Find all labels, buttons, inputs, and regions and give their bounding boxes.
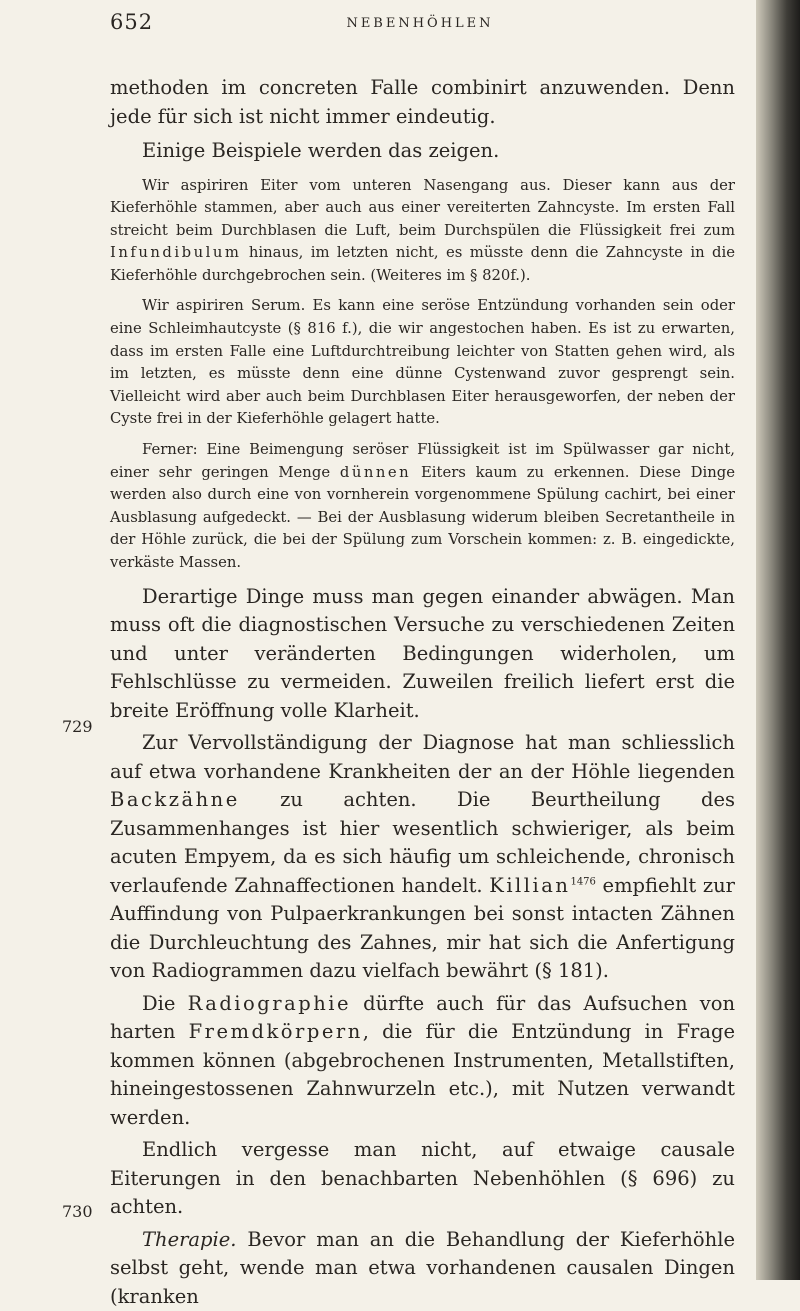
- text-run: hinaus, im letzten nicht, es müsste denn die Zahncyste in die Kieferhöhle durchgebrochen sein. (Weiteres im § 820f.).: [110, 244, 735, 284]
- emphasis-infundibulum: Infundibulum: [110, 244, 242, 262]
- paragraph-therapie: [110, 1226, 735, 1311]
- margin-number-729: 729: [62, 717, 93, 736]
- text-run: Wir aspiriren Eiter vom unteren Nasengang aus. Dieser kann aus der Kieferhöhle stammen, aber auch aus einer vereiterten Zahncyste. Im ersten Fall streicht beim Durchblasen die Luft, beim Durchspülen die Flüssigkeit frei zum: [110, 176, 735, 239]
- text-run: dürfte auch für das Aufsuchen von harten: [110, 991, 736, 1044]
- text-run: zu achten. Die Beurtheilung des Zusammenhanges ist hier wesentlich schwieriger, als beim acuten Empyem, da es sich häufig um schleichende, chronisch verlaufende Zahnaffectionen handelt.: [110, 788, 735, 897]
- text-run: empfiehlt zur Auffindung von Pulpaerkrankungen bei sonst intacten Zähnen die Durchleuchtung des Zahnes, mir hat sich die Anfertigung von Radiogrammen dazu vielfach bewährt (§ 181).: [110, 873, 735, 983]
- paragraph-section-729: [110, 729, 735, 986]
- text-run: Eiters kaum zu erkennen. Diese Dinge werden also durch eine von vornherein vorgenommene Spülung cachirt, bei einer Ausblasung aufgedeckt. — Bei der Ausblasung widerum bleiben Secretantheile in der Höhle zurück, die bei der Spülung zum Vorschein kommen: z. B. eingedickte, verkäste Massen.: [110, 463, 736, 571]
- emphasis-fremdkoerpern: Fremdkörpern: [188, 1020, 363, 1044]
- emphasis-radiographie: Radiographie: [187, 991, 352, 1015]
- text-run: Die: [142, 991, 188, 1015]
- emphasis-backzaehne: Backzähne: [110, 788, 240, 812]
- text-run: Bevor man an die Behandlung der Kieferhöhle selbst geht, wende man etwa vorhandenen causalen Dingen (kranken: [110, 1227, 735, 1308]
- paragraph-radiographie: [110, 990, 735, 1133]
- paragraph-pus-aspiration: [110, 175, 735, 288]
- emphasis-duennen: dünnen: [339, 463, 412, 481]
- paragraph-serum-aspiration: Wir aspiriren Serum. Es kann eine seröse Entzündung vorhanden sein oder eine Schleimhautcyste (§ 816 f.), die wir angestochen haben. Es ist zu erwarten, dass im ersten Falle eine Luftdurchtreibung leichter von Statten gehen wird, als im letzten, es müsste denn eine dünne Cystenwand zuvor gesprengt sein. Vielleicht wird aber auch beim Durchblasen Eiter herausgeworfen, der neben der Cyste frei in der Kieferhöhle gelagert hatte.: [110, 297, 735, 428]
- page-header: [110, 10, 730, 40]
- margin-number-730: 730: [62, 1202, 93, 1221]
- heading-therapie: Therapie.: [142, 1227, 237, 1251]
- paragraph-endlich: Endlich vergesse man nicht, auf etwaige causale Eiterungen in den benachbarten Nebenhöhlen (§ 696) zu achten.: [110, 1138, 735, 1219]
- page-number: 652: [110, 10, 154, 34]
- paragraph-derartige: Derartige Dinge muss man gegen einander abwägen. Man muss oft die diagnostischen Versuche zu verschiedenen Zeiten und unter veränderten Bedingungen widerholen, um Fehlschlüsse zu vermeiden. Zuweilen freilich liefert erst die breite Eröffnung volle Klarheit.: [110, 584, 735, 722]
- paragraph-examples-intro: Einige Beispiele werden das zeigen.: [142, 139, 500, 162]
- author-killian: Killian: [489, 873, 571, 897]
- page-content: [110, 74, 735, 1311]
- text-run: , die für die Entzündung in Frage kommen können (abgebrochenen Instrumenten, Metallstiften, hineingestossenen Zahnwurzeln etc.), mit Nutzen verwandt werden.: [110, 1020, 736, 1129]
- paragraph-continuation: methoden im concreten Falle combinirt anzuwenden. Denn jede für sich ist nicht immer eindeutig.: [110, 76, 735, 128]
- text-run: Ferner: Eine Beimengung seröser Flüssigkeit ist im Spülwasser gar nicht, einer sehr geringen Menge: [110, 441, 735, 481]
- paragraph-ferner: [110, 439, 735, 575]
- text-run: Zur Vervollständigung der Diagnose hat man schliesslich auf etwa vorhandene Krankheiten der an der Höhle liegenden: [110, 731, 735, 783]
- running-title: NEBENHÖHLEN: [346, 16, 494, 31]
- footnote-ref: 1476: [570, 876, 596, 888]
- page-edge-shadow: [756, 0, 800, 1280]
